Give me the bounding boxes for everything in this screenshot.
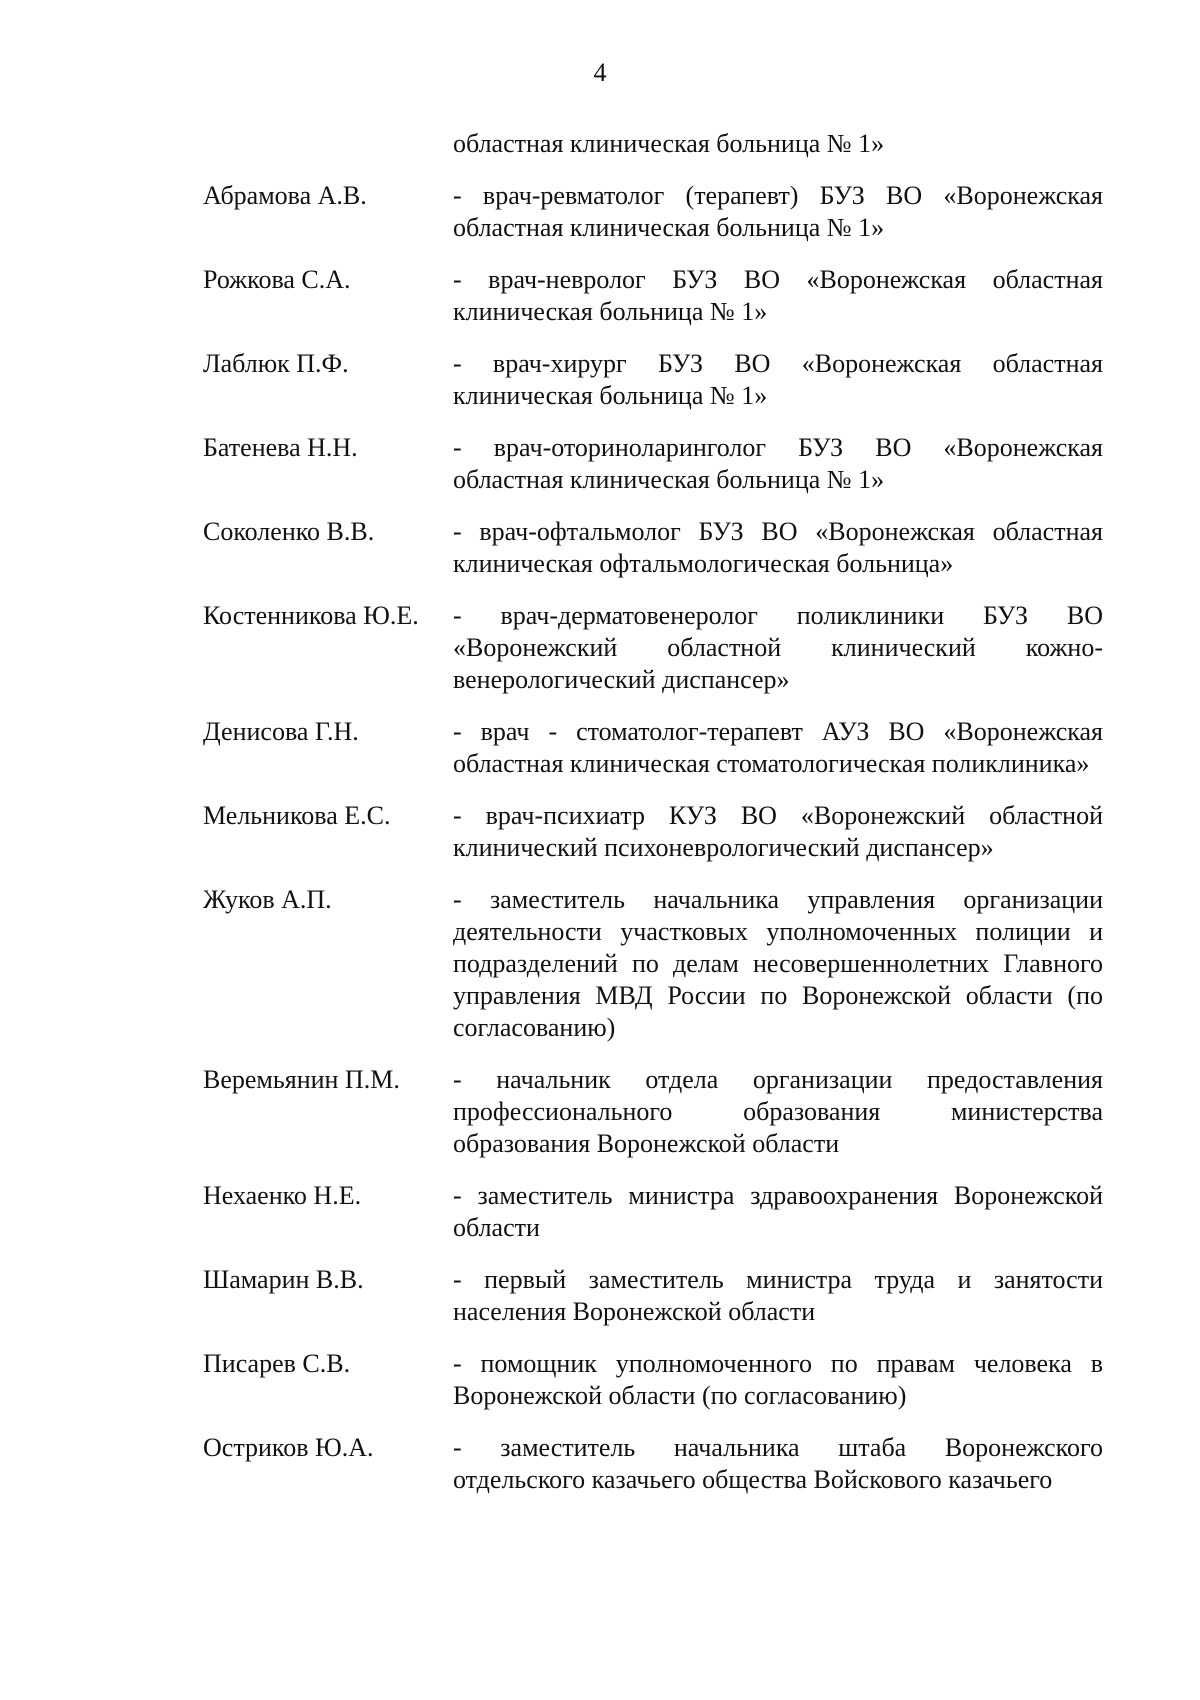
- member-name: Рожкова С.А.: [203, 265, 351, 294]
- list-item: [0, 716, 1200, 780]
- member-role: - начальник отдела организации предоставления профессионального образования министерства образования Воронежской области: [453, 1065, 1103, 1158]
- member-role: - врач-оториноларинголог БУЗ ВО «Воронежская областная клиническая больница № 1»: [453, 433, 1103, 494]
- member-name: Веремьянин П.М.: [203, 1065, 400, 1094]
- list-item: [0, 800, 1200, 864]
- member-role: - помощник уполномоченного по правам человека в Воронежской области (по согласованию): [453, 1349, 1103, 1410]
- member-name: Соколенко В.В.: [203, 517, 375, 546]
- member-role: - заместитель начальника управления организации деятельности участковых уполномоченных полиции и подразделений по делам несовершеннолетних Главного управления МВД России по Воронежской области (по согласованию): [453, 885, 1103, 1042]
- list-item: [0, 1348, 1200, 1412]
- member-name: Денисова Г.Н.: [203, 717, 359, 746]
- member-role: - врач-офтальмолог БУЗ ВО «Воронежская областная клиническая офтальмологическая больница»: [453, 517, 1103, 578]
- member-name: Мельникова Е.С.: [203, 801, 391, 830]
- list-item: [0, 884, 1200, 1044]
- list-item: [0, 1180, 1200, 1244]
- member-name: Писарев С.В.: [203, 1349, 351, 1378]
- member-name: Батенева Н.Н.: [203, 433, 358, 462]
- list-item: [0, 348, 1200, 412]
- member-list: [0, 180, 1200, 1516]
- member-name: Нехаенко Н.Е.: [203, 1181, 362, 1210]
- member-role: - врач-невролог БУЗ ВО «Воронежская областная клиническая больница № 1»: [453, 265, 1103, 326]
- member-role: - врач - стоматолог-терапевт АУЗ ВО «Воронежская областная клиническая стоматологическая поликлиника»: [453, 717, 1103, 778]
- member-role: - врач-психиатр КУЗ ВО «Воронежский областной клинический психоневрологический диспансер»: [453, 801, 1103, 862]
- member-role: - врач-дерматовенеролог поликлиники БУЗ ВО «Воронежский областной клинический кожно-венерологический диспансер»: [453, 601, 1103, 694]
- member-role: - врач-ревматолог (терапевт) БУЗ ВО «Воронежская областная клиническая больница № 1»: [453, 181, 1103, 242]
- list-item: [0, 1432, 1200, 1496]
- member-role: - первый заместитель министра труда и занятости населения Воронежской области: [453, 1265, 1103, 1326]
- list-item: [0, 432, 1200, 496]
- list-item: [0, 1264, 1200, 1328]
- list-item: [0, 516, 1200, 580]
- list-item: [0, 264, 1200, 328]
- list-item: [0, 600, 1200, 696]
- list-item: [0, 1064, 1200, 1160]
- member-name: Костенникова Ю.Е.: [203, 601, 419, 630]
- member-name: Лаблюк П.Ф.: [203, 349, 349, 378]
- continuation-text: областная клиническая больница № 1»: [453, 129, 885, 158]
- list-item: [0, 180, 1200, 244]
- member-name: Остриков Ю.А.: [203, 1433, 374, 1462]
- page-number: 4: [593, 58, 607, 87]
- member-role: - врач-хирург БУЗ ВО «Воронежская областная клиническая больница № 1»: [453, 349, 1103, 410]
- member-name: Жуков А.П.: [203, 885, 332, 914]
- member-role: - заместитель начальника штаба Воронежского отдельского казачьего общества Войскового казачьего: [453, 1433, 1103, 1494]
- member-name: Шамарин В.В.: [203, 1265, 364, 1294]
- member-name: Абрамова А.В.: [203, 181, 367, 210]
- member-role: - заместитель министра здравоохранения Воронежской области: [453, 1181, 1103, 1242]
